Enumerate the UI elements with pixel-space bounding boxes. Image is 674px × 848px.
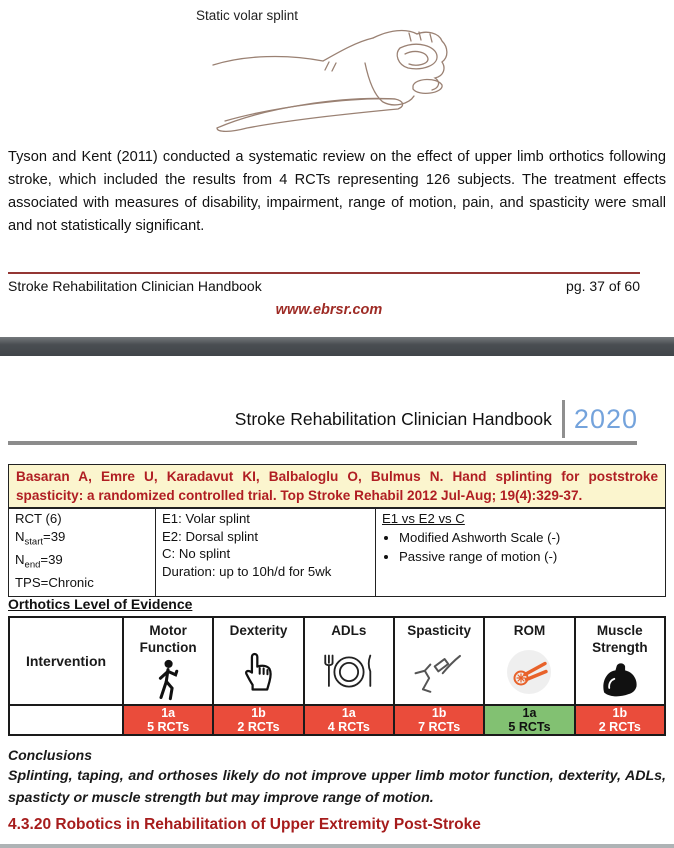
reflex-hammer-icon xyxy=(413,651,465,693)
conclusions-text: Splinting, taping, and orthoses likely do not improve upper limb motor function, dexterity, ADLs, spasticty or muscle strength but may improve range of motion. xyxy=(8,768,666,806)
evidence-cell-rom: 1a 5 RCTs xyxy=(484,705,574,735)
table-row xyxy=(9,705,665,735)
outcome-comparison: E1 vs E2 vs C xyxy=(382,511,465,526)
page-footer xyxy=(8,278,640,294)
table-row xyxy=(9,508,666,597)
flexed-biceps-icon xyxy=(599,663,641,697)
study-outcomes-cell xyxy=(376,508,666,597)
column-header-muscle-strength: Muscle Strength xyxy=(575,617,665,705)
header-rule xyxy=(8,441,637,445)
study-interventions-cell xyxy=(156,508,376,597)
intervention-e2: E2: Dorsal splint xyxy=(162,528,259,544)
table-row xyxy=(9,617,665,705)
column-header-spasticity: Spasticity xyxy=(394,617,484,705)
page-header xyxy=(8,399,638,439)
evidence-cell-motor-function: 1a 5 RCTs xyxy=(123,705,213,735)
next-section-heading: 4.3.20 Robotics in Rehabilitation of Upper Extremity Post-Stroke xyxy=(8,816,481,833)
study-design-cell xyxy=(9,508,156,597)
outcome-bullet: • Passive range of motion (-) xyxy=(399,548,659,566)
evidence-table-heading: Orthotics Level of Evidence xyxy=(8,596,193,612)
intervention-header-cell: Intervention xyxy=(9,617,123,705)
column-header-dexterity: Dexterity xyxy=(213,617,303,705)
evidence-cell-spasticity: 1b 7 RCTs xyxy=(394,705,484,735)
intervention-duration: Duration: up to 10h/d for 5wk xyxy=(162,563,332,579)
plate-cutlery-icon xyxy=(321,653,377,691)
conclusions-heading: Conclusions xyxy=(8,747,93,763)
level-of-evidence-table xyxy=(8,616,666,736)
column-header-adls: ADLs xyxy=(304,617,394,705)
evidence-cell-adls: 1a 4 RCTs xyxy=(304,705,394,735)
footer-book-title: Stroke Rehabilitation Clinician Handbook xyxy=(8,278,262,294)
pointing-hand-icon xyxy=(240,651,276,693)
intervention-e1: E1: Volar splint xyxy=(162,511,250,526)
bottom-page-separator xyxy=(0,844,674,848)
column-header-rom: ROM xyxy=(484,617,574,705)
page-separator-bar xyxy=(0,337,674,356)
figure-caption: Static volar splint xyxy=(196,8,299,23)
header-year: 2020 xyxy=(573,403,638,434)
evidence-cell-dexterity: 1b 2 RCTs xyxy=(213,705,303,735)
outcome-bullet: • Modified Ashworth Scale (-) xyxy=(399,529,659,547)
column-header-motor-function: Motor Function xyxy=(123,617,213,705)
study-type: RCT (6) xyxy=(15,511,62,526)
tps: TPS=Chronic xyxy=(15,575,94,591)
study-citation: Basaran A, Emre U, Karadavut KI, Balbaloglu O, Bulmus N. Hand splinting for poststroke spasticity: a randomized controlled trial. Top Stroke Rehabil 2012 Jul-Aug; 19(4):329-37. xyxy=(8,464,666,509)
study-detail-table xyxy=(8,507,666,597)
n-start: $N_{start}=39$ xyxy=(15,528,66,548)
n-end: $N_{end}=39$ xyxy=(15,551,63,571)
footer-page-number: pg. 37 of 60 xyxy=(566,278,640,294)
walking-person-icon xyxy=(153,659,183,701)
footer-divider xyxy=(8,272,640,274)
goniometer-icon xyxy=(507,650,551,694)
footer-website-link[interactable]: www.ebrsr.com xyxy=(275,302,383,318)
evidence-cell-muscle-strength: 1b 2 RCTs xyxy=(575,705,665,735)
header-title: Stroke Rehabilitation Clinician Handbook xyxy=(234,408,552,429)
body-paragraph: Tyson and Kent (2011) conducted a systematic review on the effect of upper limb orthotics following stroke, which included the results from 4 RCTs representing 126 subjects. The treatment effects associated with measures of disability, impairment, range of motion, pain, and spasticity were small and not statistically significant. xyxy=(8,149,666,234)
evidence-row-label: Orthotics xyxy=(9,705,123,735)
hand-splint-illustration xyxy=(205,8,463,136)
header-divider-bar xyxy=(562,400,565,438)
intervention-c: C: No splint xyxy=(162,546,231,562)
